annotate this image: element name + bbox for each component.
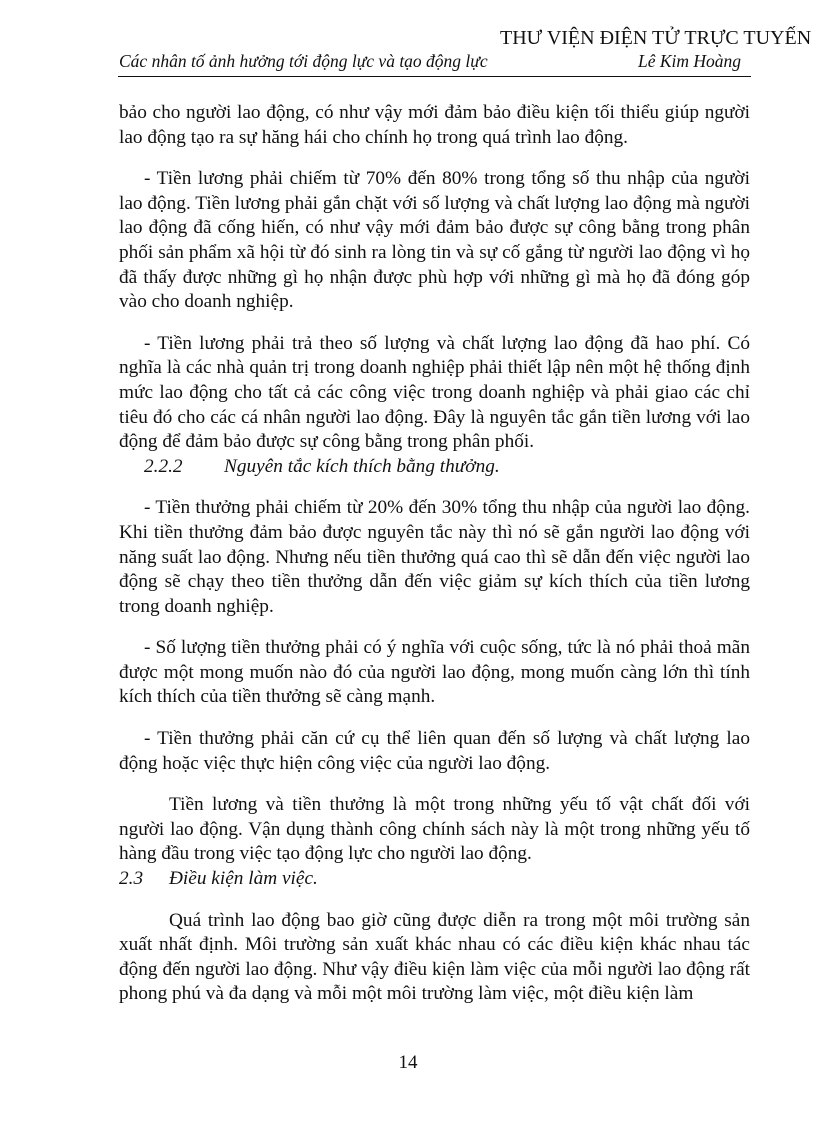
paragraph-working-conditions: Quá trình lao động bao giờ cũng được diễn ra trong một môi trường sản xuất nhất định. Môi trường sản xuất khác nhau có các điều kiện khác nhau tác động đến người lao động. Như vậy điều kiện làm việc của mỗi người lao động rất phong phú và đa dạng và mỗi một môi trường làm việc, một điều kiện làm (119, 909, 750, 1005)
bullet-paragraph-bonus-share: - Tiền thưởng phải chiếm từ 20% đến 30% tổng thu nhập của người lao động. Khi tiền thưởng đảm bảo được nguyên tắc này thì nó sẽ gắn người lao động với năng suất lao động. Nhưng nếu tiền thưởng quá cao thì sẽ dẫn đến việc người lao động sẽ chạy theo tiền thưởng dẫn đến việc giảm sự kích thích của tiền lương trong doanh nghiệp. (119, 497, 750, 617)
author-name: Lê Kim Hoàng (638, 51, 742, 71)
section-heading-2-2-2 (119, 455, 750, 480)
bullet-paragraph-salary-share: - Tiền lương phải chiếm từ 70% đến 80% trong tổng số thu nhập của người lao động. Tiền lương phải gắn chặt với số lượng và chất lượng lao động mà người lao động đã cống hiến, có như vậy mới đảm bảo được sự công bằng trong phân phối sản phẩm xã hội từ đó sinh ra lòng tin và sự cố gắng từ người lao động vì họ đã thấy được những gì họ nhận được phù hợp với những gì mà họ đã đóng góp vào cho doanh nghiệp. (119, 168, 750, 313)
section-title: Nguyên tắc kích thích bằng thưởng. (224, 455, 500, 477)
page-number: 14 (398, 1052, 418, 1073)
page-body (119, 101, 750, 1007)
section-heading-2-3 (119, 867, 750, 892)
paragraph-summary: Tiền lương và tiền thưởng là một trong những yếu tố vật chất đối với người lao động. Vận dụng thành công chính sách này là một trong những yếu tố hàng đầu trong việc tạo động lực cho người lao động. (119, 794, 750, 865)
document-title: Các nhân tố ảnh hưởng tới động lực và tạo động lực (119, 51, 488, 71)
section-title: Điều kiện làm việc. (169, 868, 318, 890)
bullet-paragraph-salary-quantity: - Tiền lương phải trả theo số lượng và chất lượng lao động đã hao phí. Có nghĩa là các nhà quản trị trong doanh nghiệp phải thiết lập nên một hệ thống định mức lao động cho tất cả các công việc trong doanh nghiệp và phải giao các chỉ tiêu đó cho các cá nhân người lao động. Đây là nguyên tắc gắn tiền lương với lao động để đảm bảo được sự công bằng trong phân phối. (119, 332, 750, 453)
header-divider (118, 76, 751, 77)
section-number: 2.3 (119, 868, 144, 890)
bullet-paragraph-bonus-meaning: - Số lượng tiền thưởng phải có ý nghĩa với cuộc sống, tức là nó phải thoả mãn được một mong muốn nào đó của người lao động, mong muốn càng lớn thì tính kích thích của tiền thưởng sẽ càng mạnh. (119, 637, 750, 708)
section-number: 2.2.2 (144, 455, 183, 477)
paragraph-continuation: bảo cho người lao động, có như vậy mới đảm bảo điều kiện tối thiểu giúp người lao động tạo ra sự hăng hái cho chính họ trong quá trình lao động. (119, 102, 750, 148)
header-brand: THƯ VIỆN ĐIỆN TỬ TRỰC TUYẾN (500, 27, 812, 49)
bullet-paragraph-bonus-basis: - Tiền thưởng phải căn cứ cụ thể liên quan đến số lượng và chất lượng lao động hoặc việc thực hiện công việc của người lao động. (119, 728, 750, 774)
